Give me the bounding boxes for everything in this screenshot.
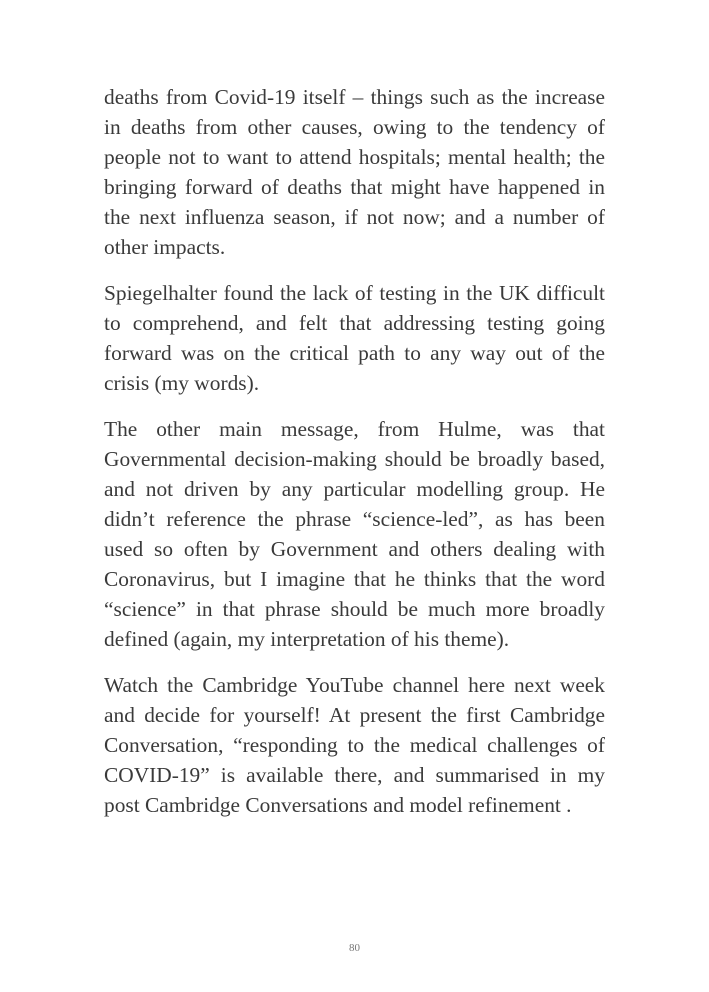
paragraph-spiegelhalter-testing: Spiegelhalter found the lack of testing in the UK difficult to comprehend, and felt that addressing testing going forward was on the critical path to any way out of the crisis (my words). [104,281,605,395]
paragraph-hulme-message: The other main message, from Hulme, was that Governmental decision-making should be broadly based, and not driven by any particular modelling group. He didn’t reference the phrase “science-led”, as has been used so often by Government and others dealing with Coronavirus, but I imagine that he thinks that the word “science” in that phrase should be much more broadly defined (again, my interpretation of his theme). [104,417,605,651]
paragraph-covid-deaths: deaths from Covid-19 itself – things such as the increase in deaths from other causes, owing to the tendency of people not to want to attend hospitals; mental health; the bringing forward of deaths that might have happened in the next influenza season, if not now; and a number of other impacts. [104,85,605,259]
body-text [104,82,605,836]
paragraph-youtube-channel: Watch the Cambridge YouTube channel here next week and decide for yourself! At present the first Cambridge Conversation, “responding to the medical challenges of COVID-19” is available there, and summarised in my post Cambridge Conversations and model refinement . [104,673,605,817]
page-number: 80 [349,942,360,954]
